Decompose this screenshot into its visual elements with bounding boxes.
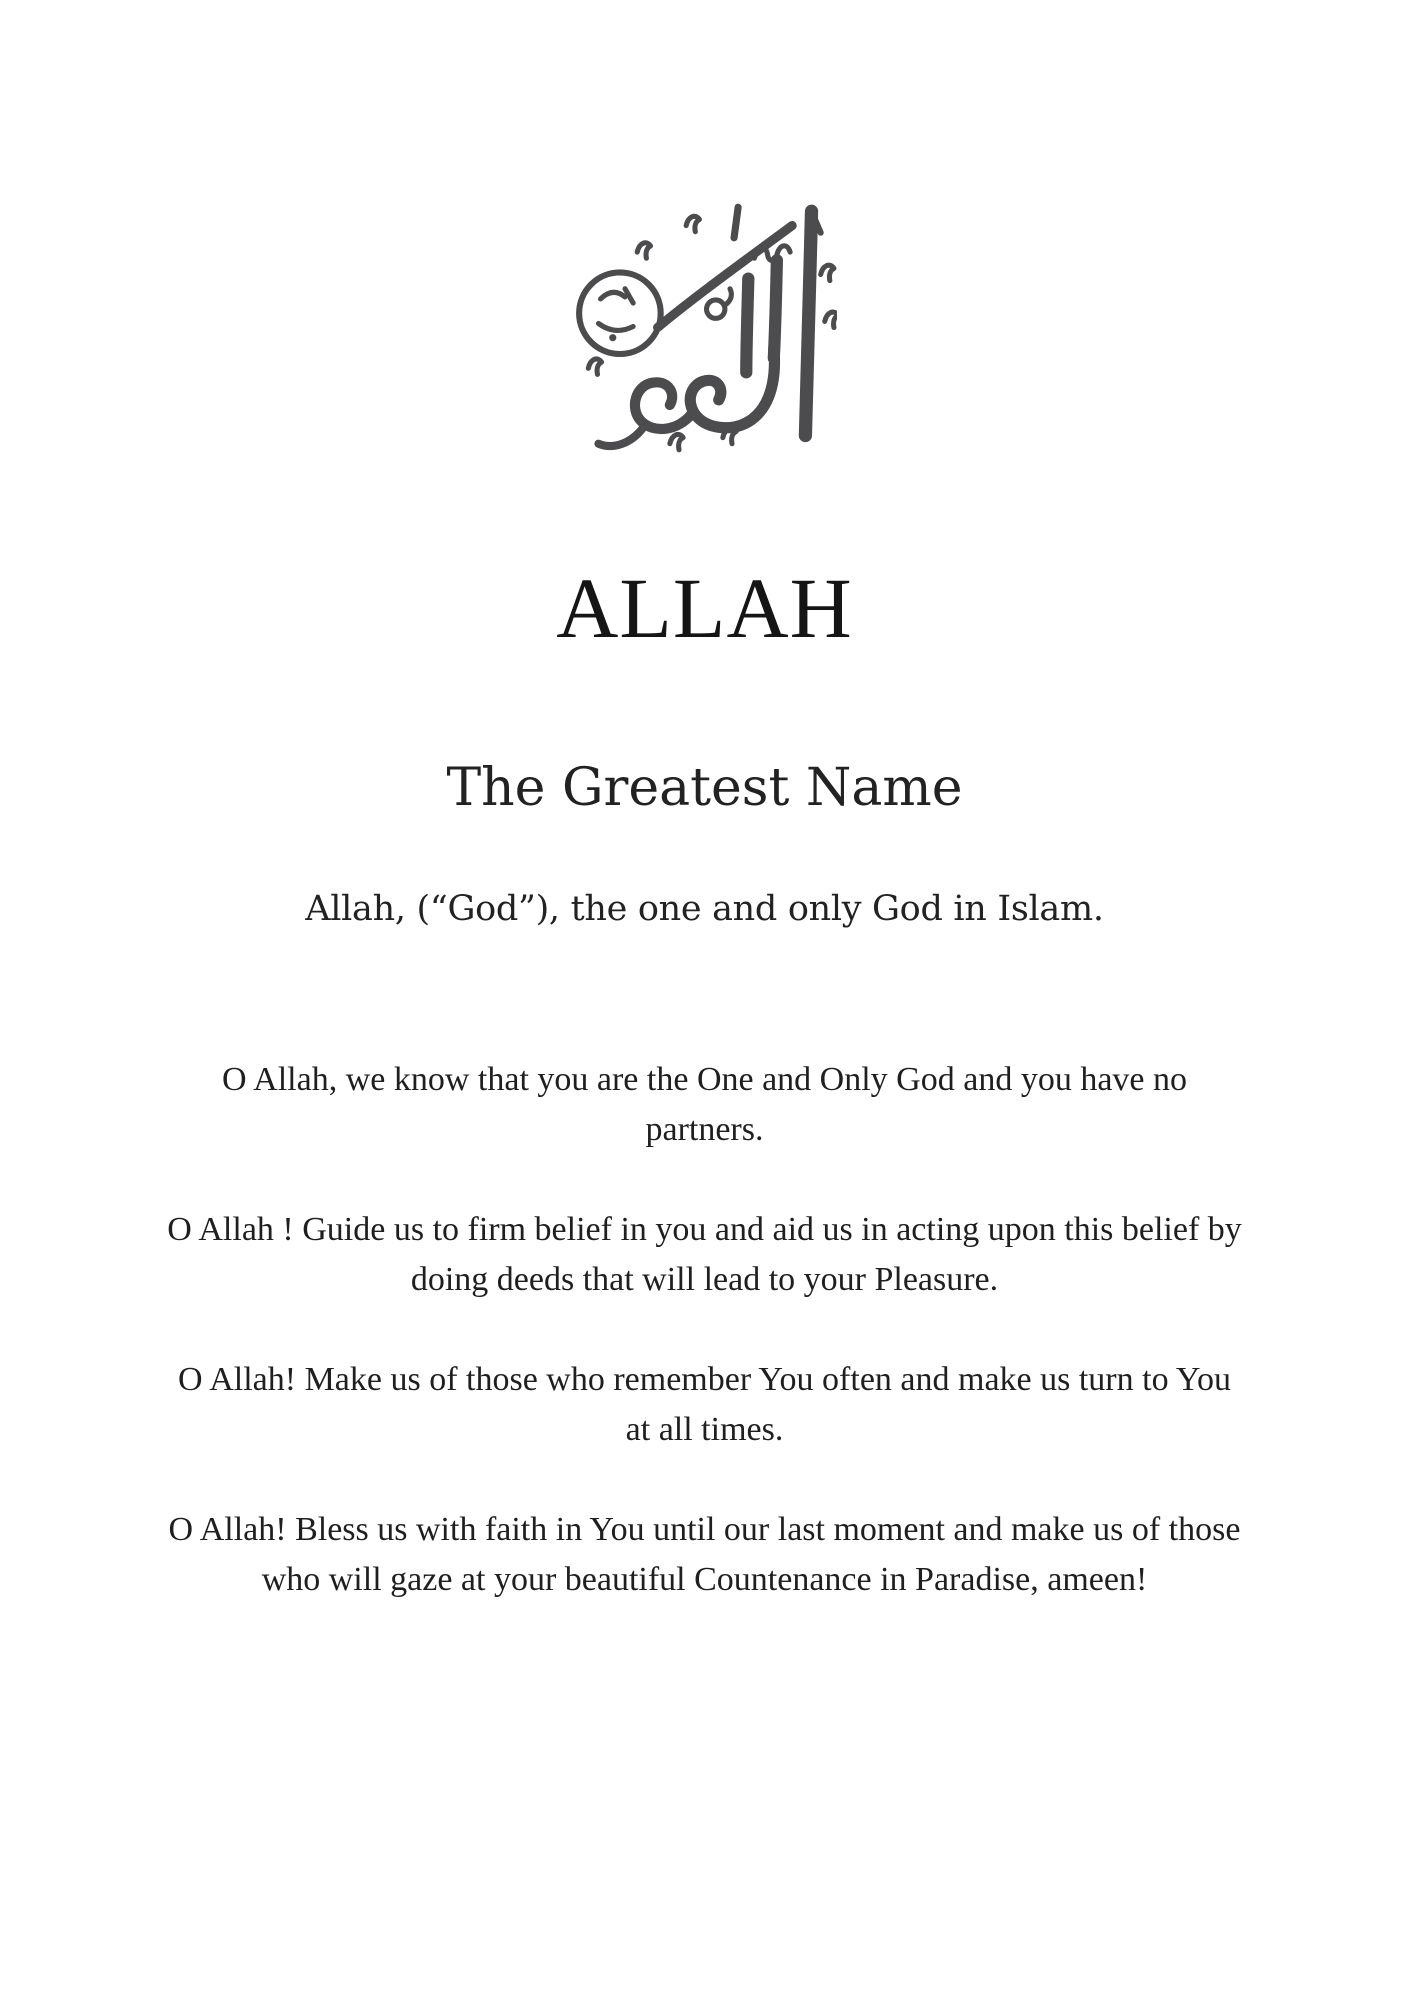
prayer-paragraph: O Allah ! Guide us to firm belief in you and aid us in acting upon this belief by doing deeds that will lead to your Pleasure. — [167, 1211, 1242, 1298]
prayer-paragraph: O Allah! Make us of those who remember You often and make us turn to You at all times. — [178, 1361, 1231, 1448]
page-title: ALLAH — [556, 560, 853, 656]
page-subtitle: The Greatest Name — [446, 758, 963, 818]
allah-calligraphy-icon — [572, 195, 837, 460]
allah-calligraphy-image — [572, 195, 837, 460]
prayer-paragraph: O Allah! Bless us with faith in You until our last moment and make us of those who will gaze at your beautiful Countenance in Paradise, ameen! — [168, 1511, 1241, 1598]
tagline: Allah, (“God”), the one and only God in Islam. — [305, 889, 1104, 929]
prayer-text-section — [145, 1055, 1265, 1605]
prayer-paragraph: O Allah, we know that you are the One and Only God and you have no partners. — [222, 1061, 1187, 1148]
